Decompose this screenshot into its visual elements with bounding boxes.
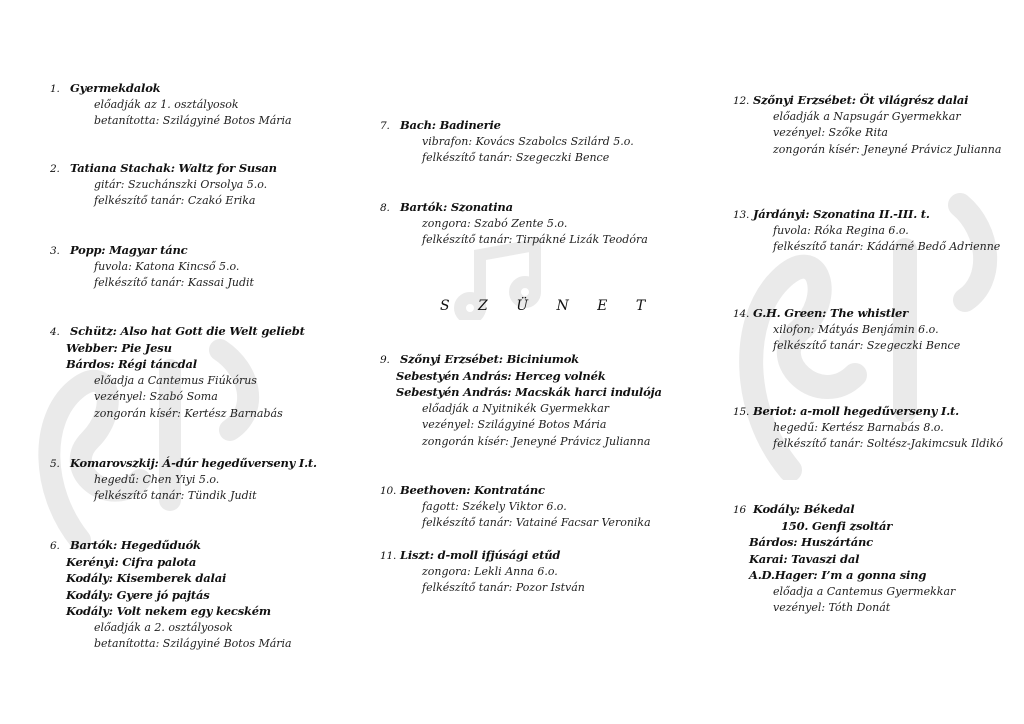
performer-detail: felkészítő tanár: Soltész-Jakimcsuk Ildikó (773, 437, 1003, 450)
program-item (380, 199, 648, 249)
piece-title-text: Bartók: Hegedűduók (70, 538, 201, 552)
piece-title-text: Bach: Badinerie (400, 118, 501, 132)
piece-title-text: Tatiana Stachak: Waltz for Susan (70, 161, 277, 175)
piece-title-text: Sebestyén András: Herceg volnék (396, 368, 606, 383)
piece-title (50, 160, 277, 177)
piece-title-text: Beriot: a-moll hegedűverseny I.t. (753, 404, 959, 418)
piece-title (733, 92, 1001, 109)
item-number: 3. (50, 245, 60, 257)
program-item (733, 92, 1001, 158)
program-item (50, 323, 305, 422)
performer-detail: előadja a Cantemus Gyermekkar (773, 584, 956, 598)
item-number: 4. (50, 326, 60, 338)
piece-title-text: Schütz: Also hat Gott die Welt geliebt (70, 324, 305, 338)
piece-title (380, 368, 662, 385)
piece-title (50, 554, 292, 571)
piece-title-text: Komarovszkij: Á-dúr hegedűverseny I.t. (70, 456, 317, 470)
performer-detail: vezényel: Tóth Donát (773, 601, 891, 614)
performer-detail: vezényel: Szőke Rita (773, 126, 888, 139)
item-number: 7. (380, 120, 390, 132)
performer-detail: zongorán kísér: Kertész Barnabás (94, 406, 283, 420)
piece-title (50, 242, 254, 259)
performer-detail: vezényel: Szilágyiné Botos Mária (422, 418, 607, 431)
piece-title (733, 501, 955, 518)
program-item (50, 537, 292, 653)
program-item (380, 547, 585, 597)
performer-detail: előadják az 1. osztályosok (94, 97, 239, 111)
performer-detail: előadják a Nyitnikék Gyermekkar (422, 401, 610, 415)
item-number: 2. (50, 163, 60, 175)
item-number: 10. (380, 485, 397, 497)
performer-detail: vezényel: Szabó Soma (94, 390, 218, 403)
piece-title (733, 567, 955, 584)
program-item (733, 305, 960, 355)
performer-detail: zongora: Szabó Zente 5.o. (422, 216, 568, 230)
performer-detail: betanította: Szilágyiné Botos Mária (94, 114, 292, 127)
performer-detail: fuvola: Katona Kincső 5.o. (94, 259, 240, 273)
piece-title (380, 117, 634, 134)
program-item (733, 403, 1003, 453)
performer-detail: felkészítő tanár: Czakó Erika (94, 194, 256, 207)
piece-title-text: Bárdos: Régi táncdal (66, 357, 197, 371)
performer-detail: fuvola: Róka Regina 6.o. (773, 223, 909, 237)
performer-detail: zongorán kísér: Jeneyné Právicz Julianna (422, 434, 651, 448)
piece-title-text: Sebestyén András: Macskák harci indulója (396, 385, 662, 399)
piece-title (50, 340, 305, 357)
piece-title (733, 518, 955, 535)
program-item (380, 117, 634, 167)
program-item (50, 160, 277, 210)
piece-title (50, 603, 292, 620)
piece-title (50, 323, 305, 340)
program-item (733, 206, 1000, 256)
piece-title-text: Karai: Tavaszi dal (749, 551, 860, 566)
piece-title (733, 551, 955, 568)
program-item (50, 455, 317, 505)
piece-title (380, 547, 585, 564)
performer-detail: zongorán kísér: Jeneyné Právicz Julianna (773, 142, 1002, 156)
piece-title (733, 206, 1000, 223)
performer-detail: vibrafon: Kovács Szabolcs Szilárd 5.o. (422, 134, 634, 148)
piece-title (733, 403, 1003, 420)
piece-title-text: Bárdos: Huszártánc (749, 535, 873, 549)
piece-title-text: A.D.Hager: I’m a gonna sing (749, 568, 927, 582)
item-number: 11. (380, 550, 397, 562)
program-item (50, 80, 292, 130)
piece-title (380, 199, 648, 216)
piece-title (380, 482, 651, 499)
piece-title (733, 305, 960, 322)
piece-title-text: Kodály: Kisemberek dalai (66, 571, 227, 585)
piece-title (50, 537, 292, 554)
piece-title (50, 356, 305, 373)
program-item (380, 351, 662, 450)
piece-title-text: Webber: Pie Jesu (66, 340, 172, 355)
piece-title-text: Gyermekdalok (70, 81, 161, 95)
performer-detail: előadják a 2. osztályosok (94, 620, 233, 634)
performer-detail: felkészítő tanár: Kassai Judit (94, 276, 254, 289)
piece-title-text: Kodály: Volt nekem egy kecském (66, 604, 271, 618)
item-number: 16 (733, 504, 746, 516)
performer-detail: felkészítő tanár: Szegeczki Bence (422, 151, 610, 164)
performer-detail: előadja a Cantemus Fiúkórus (94, 373, 257, 387)
piece-title-text: G.H. Green: The whistler (753, 306, 909, 320)
item-number: 12. (733, 95, 750, 107)
program-item (733, 501, 955, 617)
performer-detail: betanította: Szilágyiné Botos Mária (94, 637, 292, 650)
intermission-label: S Z Ü N E T (440, 298, 658, 314)
piece-title (50, 587, 292, 604)
piece-title-text: Járdányi: Szonatina II.-III. t. (753, 207, 930, 221)
piece-title-text: 150. Genfi zsoltár (781, 518, 893, 533)
performer-detail: gitár: Szuchánszki Orsolya 5.o. (94, 177, 268, 191)
piece-title (380, 351, 662, 368)
piece-title (380, 384, 662, 401)
piece-title-text: Kerényi: Cifra palota (66, 554, 197, 569)
item-number: 14. (733, 308, 750, 320)
piece-title (50, 455, 317, 472)
piece-title-text: Kodály: Gyere jó pajtás (66, 587, 210, 602)
performer-detail: felkészítő tanár: Tirpákné Lizák Teodóra (422, 233, 648, 246)
performer-detail: felkészítő tanár: Tündik Judit (94, 489, 257, 502)
item-number: 5. (50, 458, 60, 470)
performer-detail: előadják a Napsugár Gyermekkar (773, 109, 961, 123)
performer-detail: felkészítő tanár: Pozor István (422, 581, 585, 594)
piece-title-text: Szőnyi Erzsébet: Biciniumok (400, 352, 579, 366)
item-number: 8. (380, 202, 390, 214)
program-item (50, 242, 254, 292)
performer-detail: felkészítő tanár: Kádárné Bedő Adrienne (773, 240, 1001, 253)
performer-detail: fagott: Székely Viktor 6.o. (422, 499, 567, 513)
item-number: 1. (50, 83, 60, 95)
performer-detail: hegedű: Chen Yiyi 5.o. (94, 472, 220, 486)
item-number: 6. (50, 540, 60, 552)
performer-detail: zongora: Lekli Anna 6.o. (422, 564, 558, 578)
performer-detail: hegedű: Kertész Barnabás 8.o. (773, 420, 944, 434)
piece-title-text: Kodály: Békedal (753, 502, 855, 516)
piece-title-text: Bartók: Szonatina (400, 200, 513, 214)
item-number: 9. (380, 354, 390, 366)
piece-title (733, 534, 955, 551)
piece-title-text: Beethoven: Kontratánc (400, 483, 545, 497)
program-item (380, 482, 651, 532)
piece-title (50, 570, 292, 587)
piece-title-text: Liszt: d-moll ifjúsági etűd (400, 548, 561, 562)
piece-title-text: Szőnyi Erzsébet: Öt világrész dalai (753, 93, 969, 107)
item-number: 15. (733, 406, 750, 418)
item-number: 13. (733, 209, 750, 221)
performer-detail: xilofon: Mátyás Benjámin 6.o. (773, 322, 939, 336)
performer-detail: felkészítő tanár: Szegeczki Bence (773, 339, 961, 352)
performer-detail: felkészítő tanár: Vatainé Facsar Veronika (422, 516, 651, 529)
piece-title (50, 80, 292, 97)
piece-title-text: Popp: Magyar tánc (70, 243, 188, 257)
